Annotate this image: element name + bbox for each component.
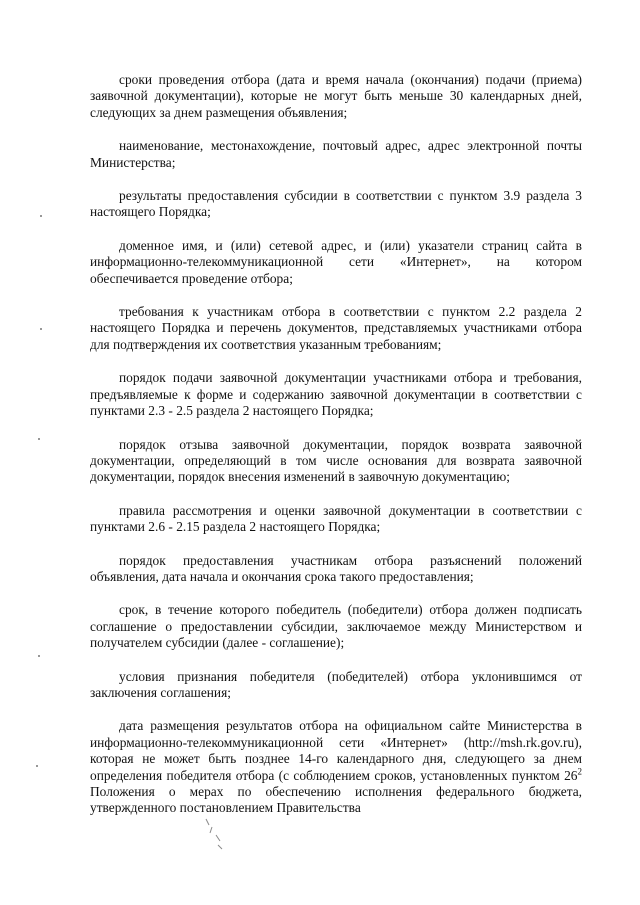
results-publication-text: дата размещения результатов отбора на официальном сайте Министерства в информационно-телекоммуникационной сети «Интернет» (http://msh.rk.gov.ru), которая не может быть позднее 14-го календарного дня, следующего за днем определения победителя отбора (с соблюдением сроков, установленных пунктом 26	[90, 718, 582, 783]
results-publication-text-continued: Положения о мерах по обеспечению исполнения федерального бюджета, утвержденного постановлением Правительства	[90, 784, 582, 816]
paragraph-agreement-deadline: срок, в течение которого победитель (победители) отбора должен подписать соглашение о предоставлении субсидии, заключаемое между Министерством и получателем субсидии (далее - соглашение);	[90, 602, 582, 651]
scan-speck	[38, 438, 40, 440]
pen-mark	[200, 815, 230, 855]
paragraph-withdrawal-procedure: порядок отзыва заявочной документации, порядок возврата заявочной документации, определяющий в том числе основания для возврата заявочной документации, порядок внесения изменений в заявочную документацию;	[90, 436, 582, 485]
scan-speck	[36, 765, 38, 767]
paragraph-clarifications: порядок предоставления участникам отбора разъяснений положений объявления, дата начала и окончания срока такого предоставления;	[90, 552, 582, 584]
paragraph-participant-requirements: требования к участникам отбора в соответствии с пунктом 2.2 раздела 2 настоящего Порядка и перечень документов, представляемых участниками отбора для подтверждения их соответствия указанным требованиям;	[90, 304, 582, 352]
footnote-superscript: 2	[577, 766, 582, 777]
paragraph-subsidy-results: результаты предоставления субсидии в соответствии с пунктом 3.9 раздела 3 настоящего Порядка;	[90, 188, 582, 220]
scan-speck	[40, 215, 42, 217]
scan-speck	[40, 328, 42, 330]
paragraph-submission-procedure: порядок подачи заявочной документации участниками отбора и требования, предъявляемые к форме и содержанию заявочной документации в соответствии с пунктами 2.3 - 2.5 раздела 2 настоящего Порядка;	[90, 370, 582, 419]
paragraph-results-publication	[90, 718, 582, 816]
paragraph-ministry-contacts: наименование, местонахождение, почтовый адрес, адрес электронной почты Министерства;	[90, 138, 582, 170]
paragraph-evasion-conditions: условия признания победителя (победителей) отбора уклонившимся от заключения соглашения;	[90, 668, 582, 700]
document-body	[90, 72, 582, 834]
paragraph-domain-name: доменное имя, и (или) сетевой адрес, и (или) указатели страниц сайта в информационно-телекоммуникационной сети «Интернет», на котором обеспечивается проведение отбора;	[90, 237, 582, 286]
scan-speck	[38, 655, 40, 657]
paragraph-selection-dates: сроки проведения отбора (дата и время начала (окончания) подачи (приема) заявочной документации), которые не могут быть меньше 30 календарных дней, следующих за днем размещения объявления;	[90, 72, 582, 120]
paragraph-evaluation-rules: правила рассмотрения и оценки заявочной документации в соответствии с пунктами 2.6 - 2.15 раздела 2 настоящего Порядка;	[90, 502, 582, 535]
